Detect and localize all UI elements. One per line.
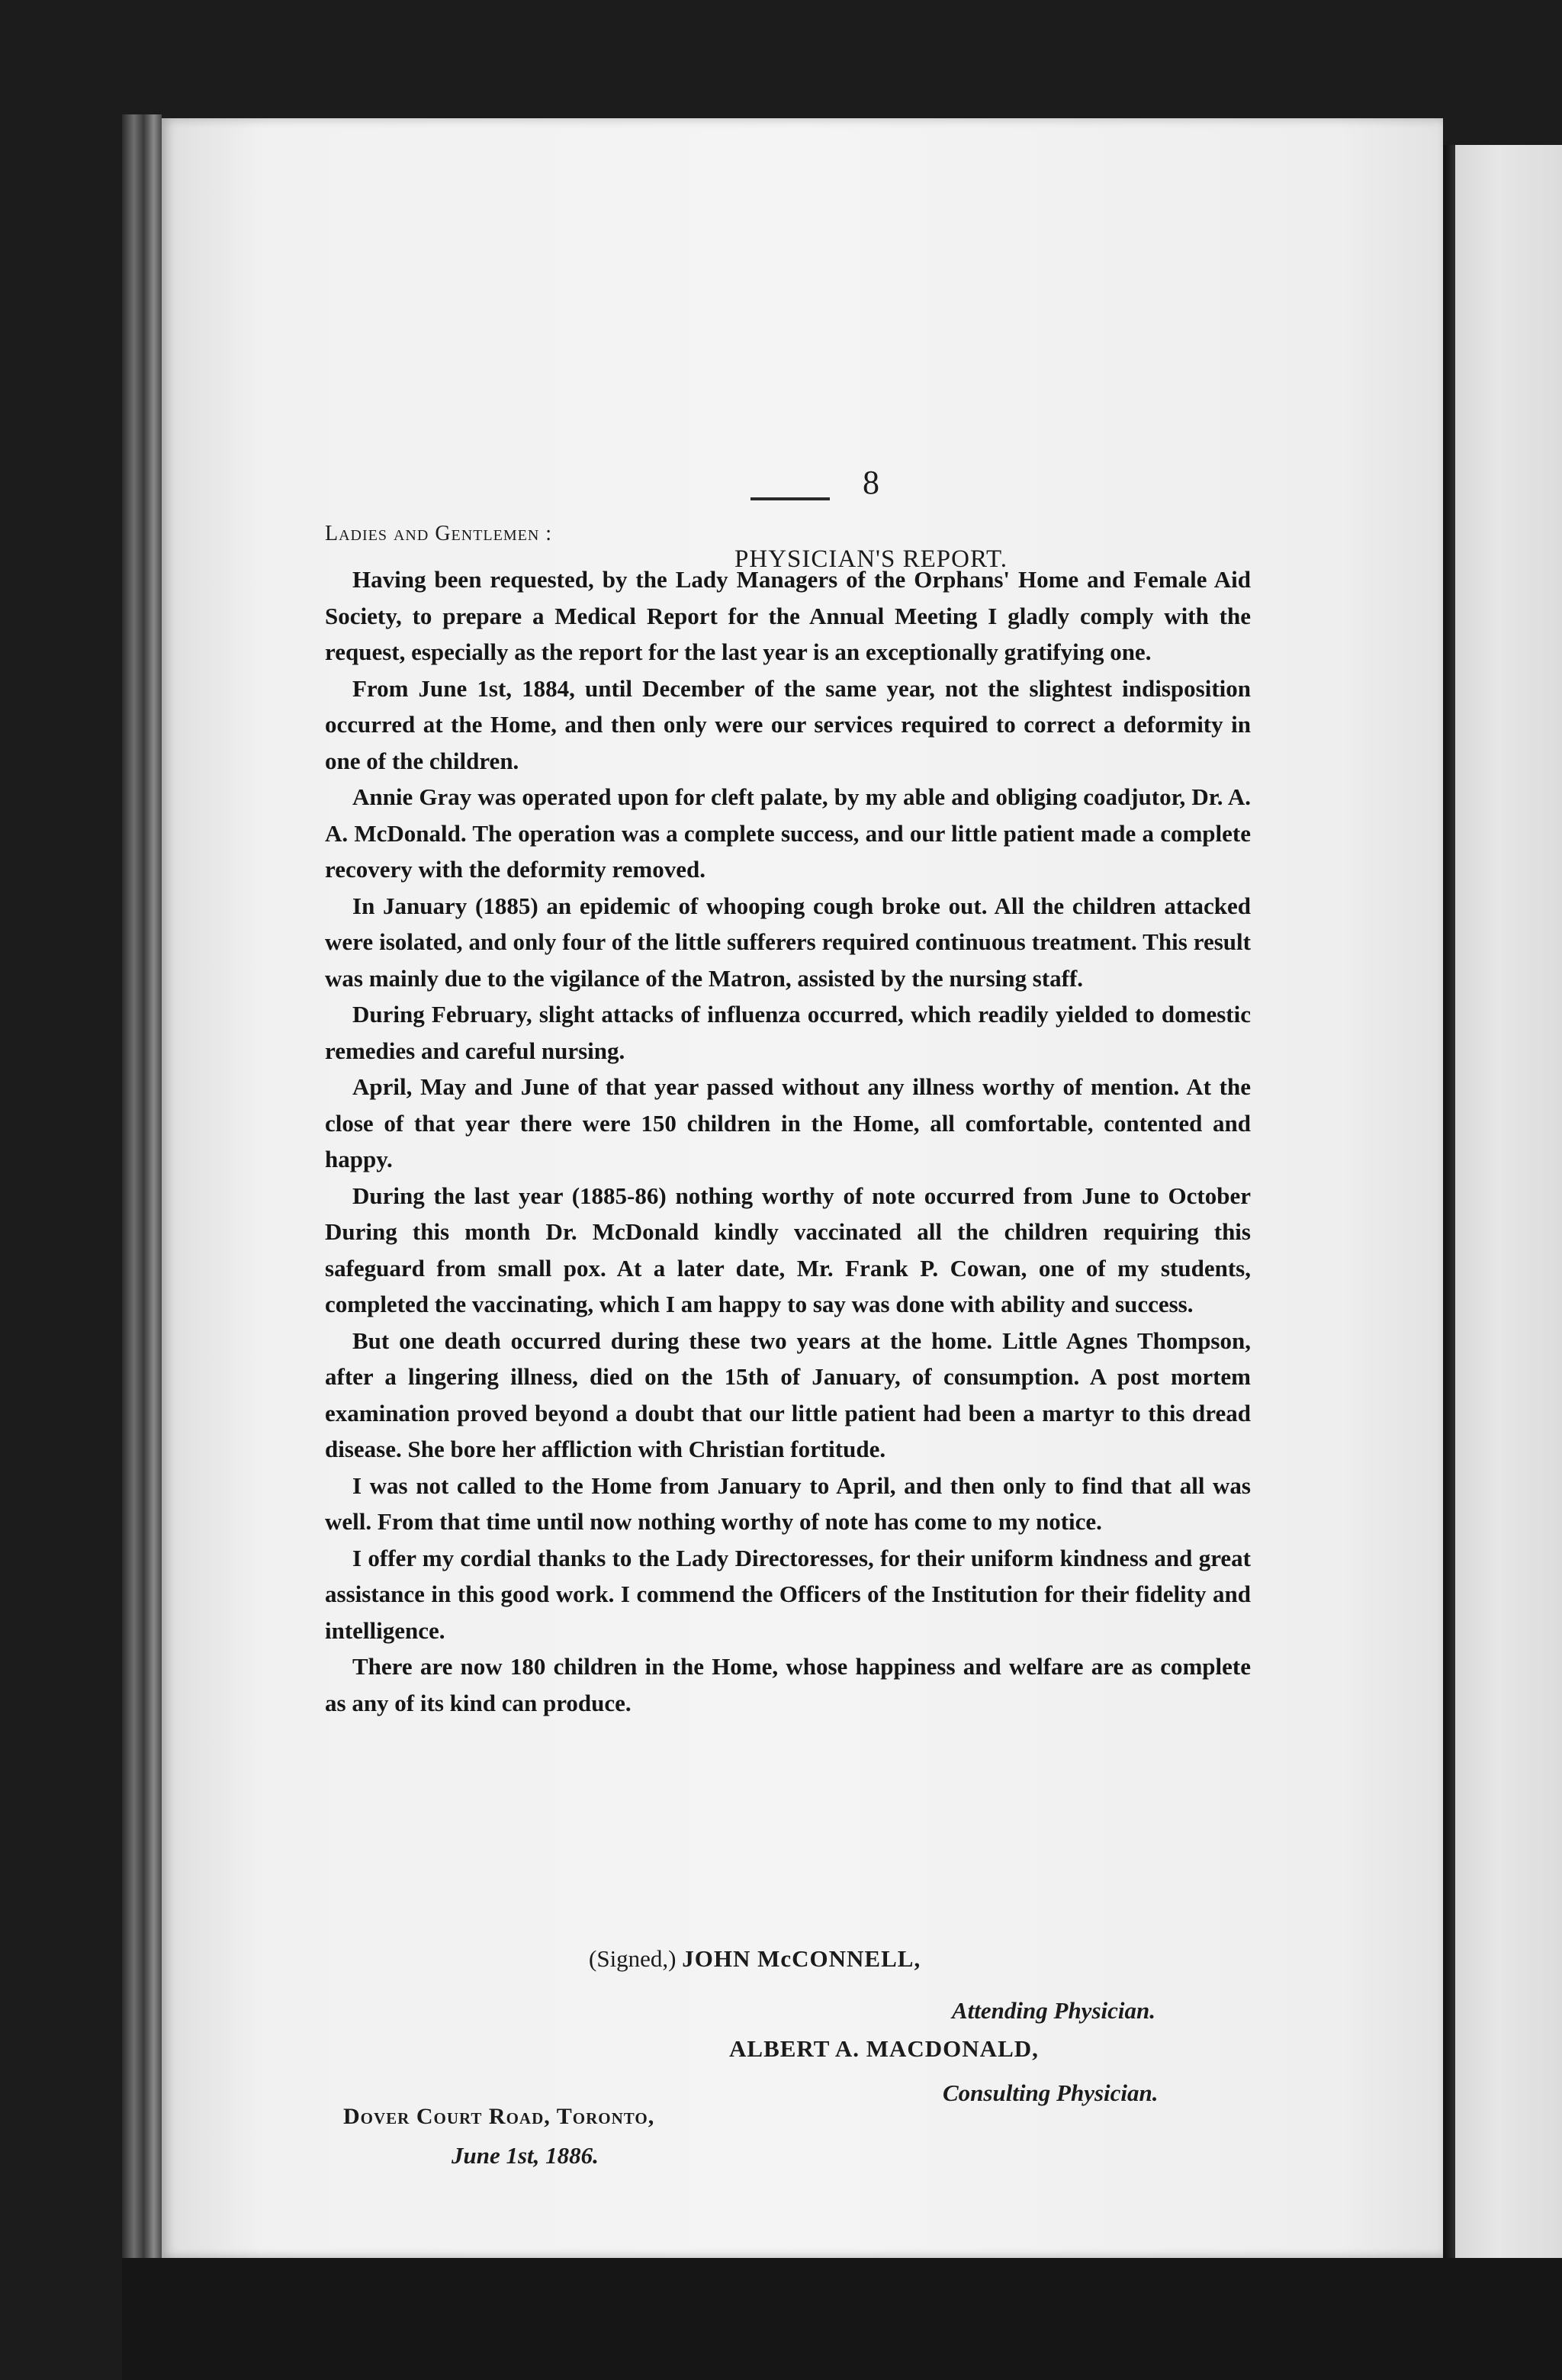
attending-physician-name: JOHN McCONNELL, <box>682 1945 921 1972</box>
paragraph-5: During February, slight attacks of influenza occurred, which readily yielded to domestic remedies and careful nursing. <box>325 1001 1251 1064</box>
consulting-physician-role: Consulting Physician. <box>943 2079 1159 2106</box>
paragraph-7: During the last year (1885-86) nothing worthy of note occurred from June to October During this month Dr. McDonald kindly vaccinated all the children requiring this safeguard from small pox. At a later date, Mr. Frank P. Cowan, one of my students, completed the vaccinating, which I am happy to say was done with ability and success. <box>325 1182 1251 1317</box>
paragraph-3: Annie Gray was operated upon for cleft palate, by my able and obliging coadjutor, Dr. A. A. McDonald. The operation was a complete success, and our little patient made a complete recovery with the deformity removed. <box>325 783 1251 883</box>
attending-physician-role: Attending Physician. <box>952 1997 1155 2024</box>
paragraph-1: Having been requested, by the Lady Managers of the Orphans' Home and Female Aid Society, to prepare a Medical Report for the Annual Meeting I gladly comply with the request, especially as the report for the last year is an exceptionally gratifying one. <box>325 566 1251 665</box>
paragraph-4: In January (1885) an epidemic of whooping cough broke out. All the children attacked were isolated, and only four of the little sufferers required continuous treatment. This result was mainly due to the vigilance of the Matron, assisted by the nursing staff. <box>325 892 1251 992</box>
signed-prefix: (Signed,) <box>589 1945 677 1972</box>
signature-line-1 <box>589 1945 921 1973</box>
paragraph-10: I offer my cordial thanks to the Lady Directoresses, for their uniform kindness and great assistance in this good work. I commend the Officers of the Institution for their fidelity and intelligence. <box>325 1544 1251 1644</box>
consulting-physician-name: ALBERT A. MACDONALD, <box>729 2035 1039 2062</box>
paragraph-6: April, May and June of that year passed without any illness worthy of mention. At the close of that year there were 150 children in the Home, all comfortable, contented and happy. <box>325 1073 1251 1172</box>
page-number: 8 <box>863 464 879 501</box>
paragraph-9: I was not called to the Home from January to April, and then only to find that all was well. From that time until now nothing worthy of note has come to my notice. <box>325 1471 1251 1535</box>
salutation: Ladies and Gentlemen : <box>325 522 553 545</box>
paragraph-2: From June 1st, 1884, until December of the same year, not the slightest indisposition occurred at the Home, and then only were our services required to correct a deformity in one of the children. <box>325 674 1251 774</box>
film-bottom-margin <box>122 2258 1562 2380</box>
title-divider-rule <box>750 497 830 500</box>
report-date: June 1st, 1886. <box>452 2142 599 2169</box>
report-body <box>325 561 1251 1721</box>
paragraph-8: But one death occurred during these two years at the home. Little Agnes Thompson, after a lingering illness, died on the 15th of January, of consumption. A post mortem examination proved beyond a doubt that our little patient had been a martyr to this dread disease. She bore her affliction with Christian fortitude. <box>325 1327 1251 1462</box>
book-binding-edge <box>122 114 162 2273</box>
paragraph-11: There are now 180 children in the Home, whose happiness and welfare are as complete as any of its kind can produce. <box>325 1653 1251 1716</box>
page-title: PHYSICIAN'S REPORT. <box>734 545 1008 573</box>
address: Dover Court Road, Toronto, <box>343 2104 655 2129</box>
